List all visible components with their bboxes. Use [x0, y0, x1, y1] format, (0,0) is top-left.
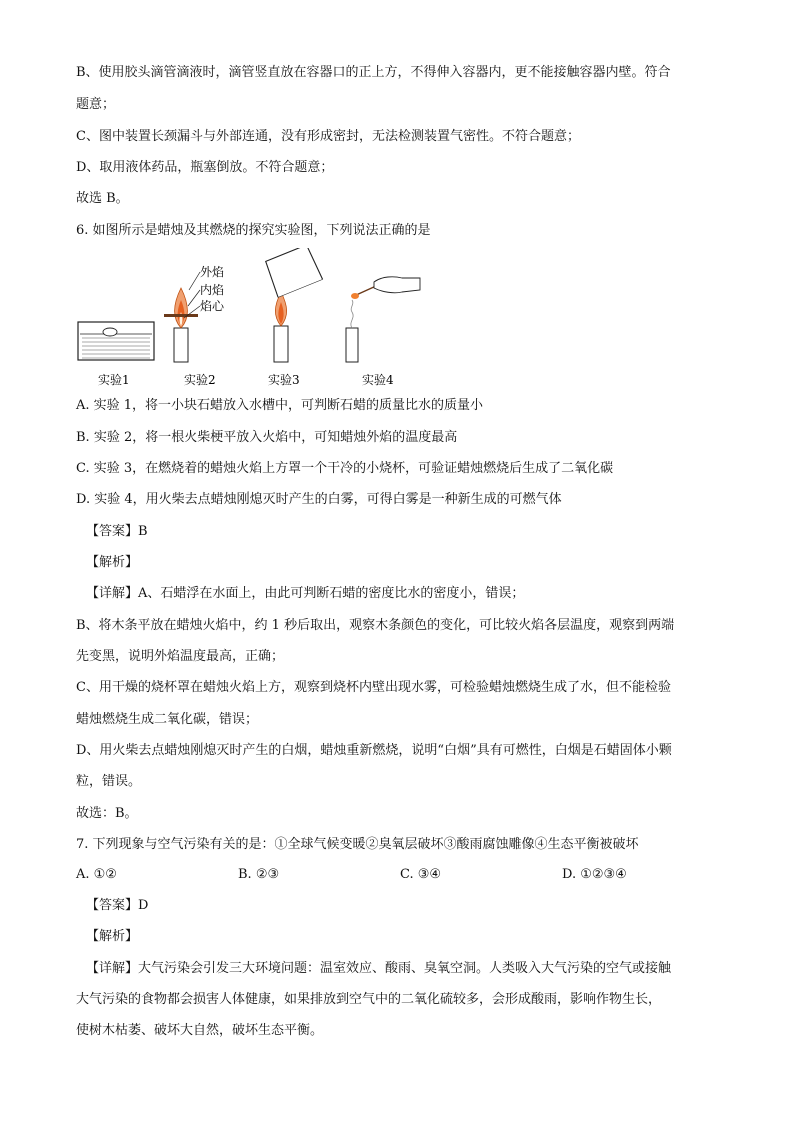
q6-detail-line2: B、将木条平放在蜡烛火焰中，约 1 秒后取出，观察木条颜色的变化，可比较火焰各层温度，观察到两端 [76, 618, 675, 633]
q5-option-b-line1: B、使用胶头滴管滴液时，滴管竖直放在容器口的正上方，不得伸入容器内，更不能接触容器内壁。符合 [76, 65, 671, 80]
q6-analysis-heading: 【解析】 [86, 555, 139, 570]
experiment1-trough [78, 322, 154, 360]
q6-answer: 【答案】B [86, 524, 148, 539]
caption-exp4: 实验4 [362, 373, 394, 387]
candle-experiment-figure [76, 248, 436, 390]
q6-stem: 6. 如图所示是蜡烛及其燃烧的探究实验图，下列说法正确的是 [76, 223, 431, 238]
q5-option-d: D、取用液体药品，瓶塞倒放。不符合题意； [76, 160, 334, 175]
experiment2-candle [164, 264, 225, 362]
q7-detail-line3: 使树木枯萎、破坏大自然，破坏生态平衡。 [76, 1023, 324, 1038]
q6-detail-line6: D、用火柴去点蜡烛刚熄灭时产生的白烟，蜡烛重新燃烧，说明“白烟”具有可燃性，白烟是石蜡固体小颗 [76, 743, 672, 758]
caption-exp1: 实验1 [98, 373, 130, 387]
q6-detail-line4: C、用干燥的烧杯罩在蜡烛火焰上方，观察到烧杯内壁出现水雾，可检验蜡烛燃烧生成了水，但不能检验 [76, 680, 671, 695]
q5-option-c: C、图中装置长颈漏斗与外部连通，没有形成密封，无法检测装置气密性。不符合题意； [76, 129, 580, 144]
q6-detail-line5: 蜡烛燃烧生成二氧化碳，错误； [76, 712, 259, 727]
q5-conclusion: 故选 B。 [76, 191, 129, 206]
q6-option-a: A. 实验 1，将一小块石蜡放入水槽中，可判断石蜡的质量比水的质量小 [76, 398, 484, 413]
q6-detail-line7: 粒，错误。 [76, 774, 142, 789]
q6-conclusion: 故选：B。 [76, 806, 138, 821]
wax-piece [103, 328, 117, 336]
q7-answer: 【答案】D [86, 898, 149, 913]
flame-label-inner: 内焰 [200, 283, 225, 297]
inverted-beaker [264, 248, 323, 297]
caption-exp3: 实验3 [268, 373, 300, 387]
hand-icon [374, 277, 420, 293]
q6-detail-line1: 【详解】A、石蜡浮在水面上，由此可判断石蜡的密度比水的密度小，错误； [86, 586, 525, 601]
q7-analysis-heading: 【解析】 [86, 929, 139, 944]
caption-exp2: 实验2 [184, 373, 216, 387]
q7-option-b: B. ②③ [238, 867, 280, 882]
matchstick [164, 314, 198, 317]
flame-label-core: 焰心 [200, 299, 225, 313]
q6-option-d: D. 实验 4，用火柴去点蜡烛刚熄灭时产生的白雾，可得白雾是一种新生成的可燃气体 [76, 492, 562, 507]
q7-option-c: C. ③④ [400, 867, 442, 882]
experiment4-candle [346, 277, 420, 362]
q7-stem: 7. 下列现象与空气污染有关的是：①全球气候变暖②臭氧层破坏③酸雨腐蚀雕像④生态平衡被破坏 [76, 837, 639, 852]
flame-label-outer: 外焰 [200, 265, 225, 279]
q5-option-b-line2: 题意； [76, 97, 116, 112]
q7-option-a: A. ①② [76, 867, 117, 882]
q6-option-c: C. 实验 3，在燃烧着的蜡烛火焰上方罩一个干冷的小烧杯，可验证蜡烛燃烧后生成了二氧化碳 [76, 461, 614, 476]
q7-option-d: D. ①②③④ [562, 867, 627, 882]
q7-detail-line1: 【详解】大气污染会引发三大环境问题：温室效应、酸雨、臭氧空洞。人类吸入大气污染的空气或接触 [86, 961, 672, 976]
experiment3-candle [264, 248, 323, 362]
q7-detail-line2: 大气污染的食物都会损害人体健康，如果排放到空气中的二氧化硫较多，会形成酸雨，影响作物生长， [76, 992, 662, 1007]
q6-option-b: B. 实验 2，将一根火柴梗平放入火焰中，可知蜡烛外焰的温度最高 [76, 430, 458, 445]
q6-detail-line3: 先变黑，说明外焰温度最高，正确； [76, 649, 285, 664]
